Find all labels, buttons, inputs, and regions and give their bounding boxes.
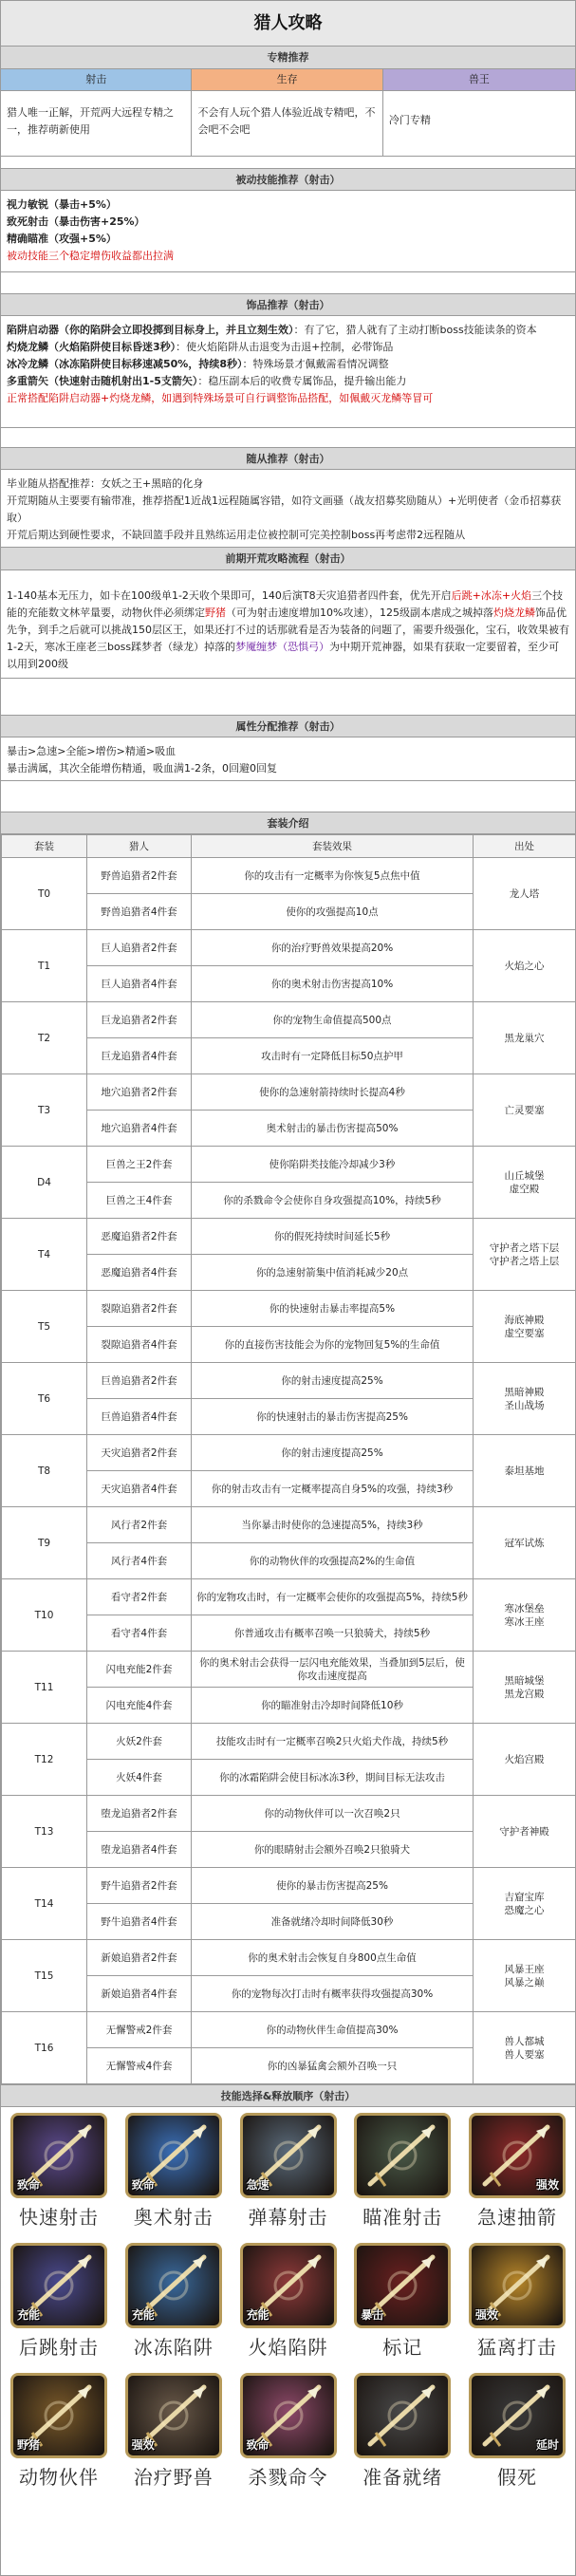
set-effect: 你的快速射击的暴击伤害提高25% (192, 1399, 474, 1435)
disengage-icon (10, 2243, 107, 2328)
flow-section-header: 前期开荒攻略流程（射击） (1, 548, 575, 570)
talent-line: 致死射击（暴击伤害+25%） (7, 215, 145, 228)
skill-name: 瞄准射击 (362, 2206, 443, 2229)
set-tier: T4 (2, 1219, 87, 1291)
set-effect: 使你的攻强提高10点 (192, 894, 474, 930)
set-piece: 野兽追猎者4件套 (87, 894, 192, 930)
set-effect: 奥术射击的暴击伤害提高50% (192, 1111, 474, 1147)
talent-line: 视力敏锐（暴击+5%） (7, 198, 117, 211)
attrs-section-header: 属性分配推荐（射击） (1, 715, 575, 737)
set-source: 海底神殿 虚空要塞 (474, 1291, 576, 1363)
set-effect: 你的眼睛射击会额外召唤2只狼骑犬 (192, 1832, 474, 1868)
skill-name: 冰冻陷阱 (133, 2336, 214, 2359)
attrs-body (1, 737, 575, 781)
sets-table (1, 834, 576, 2084)
arcane-arrow-icon (125, 2113, 222, 2198)
skill-name: 假死 (497, 2466, 537, 2489)
col-header-piece: 猎人 (87, 835, 192, 858)
set-source: 火焰之心 (474, 930, 576, 1002)
set-piece: 天灾追猎者4件套 (87, 1471, 192, 1507)
set-effect: 你的射击攻击有一定概率提高自身5%的攻强，持续3秒 (192, 1471, 474, 1507)
spec-marksman-text: 猎人唯一正解，开荒两大远程专精之一，推荐萌新使用 (1, 91, 192, 156)
table-row (2, 1147, 576, 1183)
skill-row (4, 2373, 572, 2490)
set-piece: 巨龙追猎者4件套 (87, 1038, 192, 1074)
set-piece: 地穴追猎者4件套 (87, 1111, 192, 1147)
skill-name: 快速射击 (19, 2206, 99, 2229)
raptor-strike-icon (469, 2243, 566, 2328)
skill-name: 治疗野兽 (133, 2466, 214, 2489)
companion-line: 毕业随从搭配推荐：女妖之王+黑暗的化身 (7, 477, 204, 490)
table-row (2, 1291, 576, 1327)
skill-item[interactable] (119, 2373, 229, 2490)
table-row (2, 1868, 576, 1904)
set-piece: 巨人追猎者4件套 (87, 966, 192, 1002)
table-row (2, 1074, 576, 1111)
set-effect: 你的宠物攻击时，有一定概率会使你的攻强提高5%，持续5秒 (192, 1579, 474, 1615)
skill-tag: 强效 (475, 2308, 499, 2322)
set-effect: 你的快速射击暴击率提高5% (192, 1291, 474, 1327)
attrs-line: 暴击>急速>全能>增伤>精通>吸血 (7, 745, 177, 757)
skill-tag: 暴击 (361, 2308, 384, 2322)
set-piece: 巨人追猎者2件套 (87, 930, 192, 966)
set-tier: T8 (2, 1435, 87, 1507)
skill-tag: 强效 (131, 2438, 155, 2452)
set-piece: 巨兽之王2件套 (87, 1147, 192, 1183)
talent-line: 精确瞄准（攻强+5%） (7, 233, 117, 245)
skill-item[interactable] (347, 2373, 457, 2490)
skill-name: 标记 (382, 2336, 423, 2359)
spec-section-header: 专精推荐 (1, 47, 575, 69)
companion-line: 开荒期随从主要要有输带准，推荐搭配1近战1远程随属容错，如符文画骚（战友招募奖励随从）+光明使者（金币招募获取） (7, 495, 562, 524)
hunters-mark-icon (354, 2243, 451, 2328)
set-effect: 你的凶暴猛禽会额外召唤一只 (192, 2048, 474, 2084)
set-piece: 闪电充能2件套 (87, 1652, 192, 1688)
skill-tag: 充能 (17, 2308, 41, 2322)
set-effect: 你的射击速度提高25% (192, 1363, 474, 1399)
set-piece: 风行者4件套 (87, 1543, 192, 1579)
set-source: 吉窟宝库 恐魔之心 (474, 1868, 576, 1940)
sets-section-header: 套装介绍 (1, 812, 575, 834)
feign-death-icon (469, 2373, 566, 2458)
skill-name: 火焰陷阱 (248, 2336, 328, 2359)
spec-beastmaster-header: 兽王 (383, 69, 575, 90)
set-piece: 看守者4件套 (87, 1615, 192, 1652)
trinkets-section-header: 饰品推荐（射击） (1, 293, 575, 316)
multi-arrow-icon (240, 2113, 337, 2198)
attrs-line: 暴击满属，其次全能增伤精通，吸血满1-2条，0回避0回复 (7, 762, 277, 775)
set-piece: 巨兽追猎者4件套 (87, 1399, 192, 1435)
talent-note: 被动技能三个稳定增伤收益都出拉满 (7, 250, 174, 262)
skill-item[interactable] (347, 2243, 457, 2360)
spec-marksman-header: 射击 (1, 69, 192, 90)
skill-tag: 急速 (246, 2178, 269, 2192)
set-tier: D4 (2, 1147, 87, 1219)
set-tier: T5 (2, 1291, 87, 1363)
skills-section-header: 技能选择&释放顺序（射击） (1, 2084, 575, 2107)
set-source: 守护者神殿 (474, 1796, 576, 1868)
set-piece: 裂隙追猎者2件套 (87, 1291, 192, 1327)
trinket-line: 陷阱启动器（你的陷阱会立即投掷到目标身上，并且立刻生效）：有了它，猎人就有了主动打断boss技能读条的资本 (7, 324, 537, 336)
set-tier: T13 (2, 1796, 87, 1868)
table-row (2, 2012, 576, 2048)
set-piece: 裂隙追猎者4件套 (87, 1327, 192, 1363)
set-piece: 无懈警戒2件套 (87, 2012, 192, 2048)
set-tier: T2 (2, 1002, 87, 1074)
readiness-icon (354, 2373, 451, 2458)
set-piece: 巨兽追猎者2件套 (87, 1363, 192, 1399)
set-source: 冠军试炼 (474, 1507, 576, 1579)
table-row (2, 1796, 576, 1832)
talents-body (1, 191, 575, 272)
flow-text: 1-140基本无压力，如卡在100级单1-2天收个果即可，140后演T8天灾追猎者四件套，优先开启后跳+冰冻+火焰三个技能的充能数文林苹量要，动物伙伴必须绑定野猪（可为射击速度增加10%攻速），125级副本虐成之城掉落灼烧龙鳞饰品优先争，到手之后就可以挑战150层区王，如果还打不过的话那就看是否为装备的问题了，需要升级强化，宝石，收效果被有1-2天，寒冰王座老三boss蹂梦者（绿龙）掉落的梦魇缠梦（恐惧弓）为中期开荒神器，如果有获取一定要留着，至少可以用到200级 (7, 589, 569, 670)
skill-tag: 强效 (535, 2178, 559, 2192)
table-row (2, 1435, 576, 1471)
fire-trap-icon (240, 2243, 337, 2328)
set-piece: 野兽追猎者2件套 (87, 858, 192, 894)
frost-trap-icon (125, 2243, 222, 2328)
set-effect: 你的治疗野兽效果提高20% (192, 930, 474, 966)
set-piece: 巨龙追猎者2件套 (87, 1002, 192, 1038)
set-tier: T6 (2, 1363, 87, 1435)
set-piece: 地穴追猎者2件套 (87, 1074, 192, 1111)
set-source: 黑龙巢穴 (474, 1002, 576, 1074)
boar-icon (10, 2373, 107, 2458)
companion-line: 开荒后期达到硬性要求，不缺回篮手段并且熟练运用走位被控制可完美控制boss再考虑带2远程随从 (7, 529, 466, 541)
set-effect: 你的动物伙伴可以一次召唤2只 (192, 1796, 474, 1832)
table-row (2, 1724, 576, 1760)
set-piece: 无懈警戒4件套 (87, 2048, 192, 2084)
set-piece: 新娘追猎者2件套 (87, 1940, 192, 1976)
table-row (2, 1940, 576, 1976)
set-piece: 恶魔追猎者4件套 (87, 1255, 192, 1291)
set-effect: 攻击时有一定降低目标50点护甲 (192, 1038, 474, 1074)
set-source: 山丘城堡 虚空殿 (474, 1147, 576, 1219)
skill-tag: 致命 (17, 2178, 41, 2192)
mend-pet-icon (125, 2373, 222, 2458)
set-source: 兽人都城 兽人要塞 (474, 2012, 576, 2084)
skill-item[interactable] (462, 2373, 572, 2490)
set-effect: 你的奥术射击伤害提高10% (192, 966, 474, 1002)
skill-tag: 充能 (131, 2308, 155, 2322)
skill-item[interactable] (119, 2113, 229, 2230)
set-piece: 风行者2件套 (87, 1507, 192, 1543)
set-piece: 巨兽之王4件套 (87, 1183, 192, 1219)
table-row (2, 1652, 576, 1688)
set-tier: T3 (2, 1074, 87, 1147)
skill-name: 弹幕射击 (248, 2206, 328, 2229)
set-source: 亡灵要塞 (474, 1074, 576, 1147)
set-effect: 使你陷阱类技能冷却减少3秒 (192, 1147, 474, 1183)
set-piece: 野牛追猎者2件套 (87, 1868, 192, 1904)
skill-row (4, 2113, 572, 2230)
rapid-draw-icon (469, 2113, 566, 2198)
aimed-arrow-icon (354, 2113, 451, 2198)
skill-item[interactable] (233, 2243, 344, 2360)
set-effect: 你的假死持续时间延长5秒 (192, 1219, 474, 1255)
set-source: 守护者之塔下层 守护者之塔上层 (474, 1219, 576, 1291)
set-effect: 你的急速射箭集中值消耗减少20点 (192, 1255, 474, 1291)
spec-body-row (1, 91, 575, 157)
set-tier: T16 (2, 2012, 87, 2084)
skill-tag: 充能 (246, 2308, 269, 2322)
page-title: 猎人攻略 (1, 1, 575, 47)
skills-grid (1, 2107, 575, 2509)
skill-name: 奥术射击 (133, 2206, 214, 2229)
table-row (2, 1002, 576, 1038)
set-effect: 你的动物伙伴生命值提高30% (192, 2012, 474, 2048)
set-piece: 野牛追猎者4件套 (87, 1904, 192, 1940)
set-effect: 你的瞄准射击冷却时间降低10秒 (192, 1688, 474, 1724)
set-tier: T12 (2, 1724, 87, 1796)
set-piece: 看守者2件套 (87, 1579, 192, 1615)
spec-header-row (1, 69, 575, 91)
talents-section-header: 被动技能推荐（射击） (1, 168, 575, 191)
set-effect: 技能攻击时有一定概率召唤2只火焰犬作战，持续5秒 (192, 1724, 474, 1760)
set-source: 黑暗城堡 黑龙宫殿 (474, 1652, 576, 1724)
skill-item[interactable] (233, 2113, 344, 2230)
trinket-note: 正常搭配陷阱启动器+灼烧龙鳞，如遇到特殊场景可自行调整饰品搭配，如佩戴灭龙鳞等冒可 (7, 392, 434, 404)
skill-item[interactable] (347, 2113, 457, 2230)
trinket-line: 多重箭矢（快速射击随机射出1-5支箭矢）：稳压副本后的收费专属饰品，提升输出能力 (7, 375, 407, 387)
set-source: 风暴王座 风暴之巅 (474, 1940, 576, 2012)
skill-item[interactable] (4, 2373, 114, 2490)
skill-name: 后跳射击 (19, 2336, 99, 2359)
trinket-line: 冰冷龙鳞（冰冻陷阱使目标移速减50%，持续8秒）：特殊场景才佩戴需看情况调整 (7, 358, 389, 370)
set-piece: 堕龙追猎者2件套 (87, 1796, 192, 1832)
set-piece: 火妖4件套 (87, 1760, 192, 1796)
spec-survival-header: 生存 (192, 69, 382, 90)
table-row (2, 1579, 576, 1615)
skill-name: 猛离打击 (477, 2336, 557, 2359)
skill-name: 杀戮命令 (248, 2466, 328, 2489)
set-effect: 你的奥术射击会恢复自身800点生命值 (192, 1940, 474, 1976)
trinket-line: 灼烧龙鳞（火焰陷阱使目标昏迷3秒）：使火焰陷阱从击退变为击退+控制，必带饰品 (7, 341, 394, 353)
set-tier: T9 (2, 1507, 87, 1579)
set-tier: T14 (2, 1868, 87, 1940)
skill-name: 准备就绪 (362, 2466, 443, 2489)
sets-table-header (2, 835, 576, 858)
skill-tag: 致命 (246, 2438, 269, 2452)
set-piece: 火妖2件套 (87, 1724, 192, 1760)
companion-section-header: 随从推荐（射击） (1, 447, 575, 470)
set-piece: 堕龙追猎者4件套 (87, 1832, 192, 1868)
set-piece: 闪电充能4件套 (87, 1688, 192, 1724)
skill-item[interactable] (4, 2243, 114, 2360)
set-source: 黑暗神殿 圣山战场 (474, 1363, 576, 1435)
trinkets-body (1, 316, 575, 428)
skill-item[interactable] (462, 2113, 572, 2230)
set-tier: T1 (2, 930, 87, 1002)
skill-tag: 野猪 (17, 2438, 41, 2452)
kill-command-icon (240, 2373, 337, 2458)
skill-item[interactable] (233, 2373, 344, 2490)
flow-body (1, 570, 575, 679)
set-effect: 使你的急速射箭持续时长提高4秒 (192, 1074, 474, 1111)
skill-item[interactable] (119, 2243, 229, 2360)
table-row (2, 858, 576, 894)
table-row (2, 1219, 576, 1255)
set-effect: 你的射击速度提高25% (192, 1435, 474, 1471)
col-header-set: 套装 (2, 835, 87, 858)
set-effect: 你的宠物每次打击时有概率获得攻强提高30% (192, 1976, 474, 2012)
set-tier: T15 (2, 1940, 87, 2012)
table-row (2, 930, 576, 966)
arrow-burst-icon (10, 2113, 107, 2198)
skill-item[interactable] (462, 2243, 572, 2360)
set-piece: 恶魔追猎者2件套 (87, 1219, 192, 1255)
set-effect: 你的杀戮命令会使你自身攻强提高10%，持续5秒 (192, 1183, 474, 1219)
set-effect: 你的奥术射击会获得一层闪电充能效果，当叠加到5层后，使你攻击速度提高 (192, 1652, 474, 1688)
set-tier: T11 (2, 1652, 87, 1724)
set-effect: 当你暴击时使你的急速提高5%，持续3秒 (192, 1507, 474, 1543)
skill-tag: 致命 (131, 2178, 155, 2192)
set-piece: 新娘追猎者4件套 (87, 1976, 192, 2012)
set-tier: T10 (2, 1579, 87, 1652)
table-row (2, 1507, 576, 1543)
skill-tag: 延时 (535, 2438, 559, 2452)
set-effect: 你的宠物生命值提高500点 (192, 1002, 474, 1038)
set-effect: 准备就绪冷却时间降低30秒 (192, 1904, 474, 1940)
set-source: 泰坦基地 (474, 1435, 576, 1507)
skill-item[interactable] (4, 2113, 114, 2230)
set-effect: 你的动物伙伴的攻强提高2%的生命值 (192, 1543, 474, 1579)
table-row (2, 1363, 576, 1399)
set-effect: 你的攻击有一定概率为你恢复5点焦中值 (192, 858, 474, 894)
companion-body (1, 470, 575, 548)
skill-row (4, 2243, 572, 2360)
col-header-source: 出处 (474, 835, 576, 858)
set-tier: T0 (2, 858, 87, 930)
skill-name: 急速抽箭 (477, 2206, 557, 2229)
spec-beastmaster-text: 冷门专精 (388, 114, 431, 126)
set-source: 龙人塔 (474, 858, 576, 930)
set-effect: 你的冰霜陷阱会使目标冰冻3秒，期间目标无法攻击 (192, 1760, 474, 1796)
spec-survival-text: 不会有人玩个猎人体验近战专精吧，不会吧不会吧 (192, 91, 382, 156)
skill-name: 动物伙伴 (19, 2466, 99, 2489)
set-source: 寒冰堡垒 寒冰王座 (474, 1579, 576, 1652)
set-effect: 你普通攻击有概率召唤一只狼骑犬，持续5秒 (192, 1615, 474, 1652)
col-header-effect: 套装效果 (192, 835, 474, 858)
set-piece: 天灾追猎者2件套 (87, 1435, 192, 1471)
set-effect: 你的直接伤害技能会为你的宠物回复5%的生命值 (192, 1327, 474, 1363)
set-source: 火焰宫殿 (474, 1724, 576, 1796)
set-effect: 使你的暴击伤害提高25% (192, 1868, 474, 1904)
